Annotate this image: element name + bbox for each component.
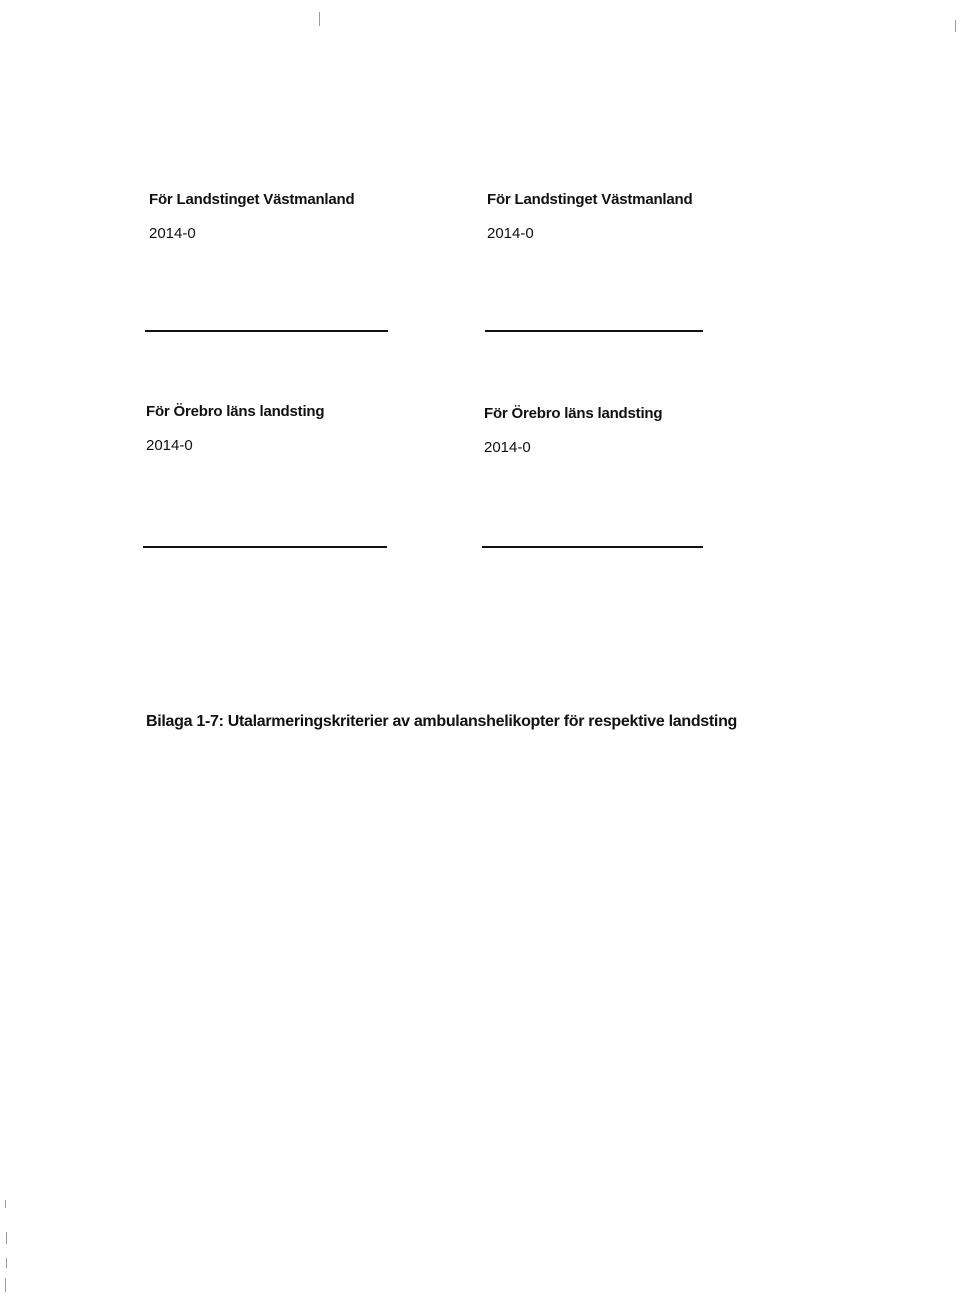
signature-block-vastmanland-left <box>149 191 354 243</box>
signature-party: För Örebro läns landsting <box>146 403 325 420</box>
signature-line <box>143 546 387 548</box>
signature-block-vastmanland-right <box>487 191 692 243</box>
signature-line <box>485 330 703 332</box>
signature-date: 2014-0 <box>149 225 196 242</box>
scan-speck <box>5 1200 6 1208</box>
scan-speck <box>6 1232 7 1244</box>
signature-line <box>482 546 703 548</box>
signature-party: För Landstinget Västmanland <box>149 191 355 208</box>
signature-line <box>145 330 388 332</box>
signature-date: 2014-0 <box>484 439 531 456</box>
signature-date: 2014-0 <box>487 225 534 242</box>
appendix-caption: Bilaga 1-7: Utalarmeringskriterier av ambulanshelikopter för respektive landsting <box>146 713 738 730</box>
scan-speck <box>319 12 320 26</box>
signature-block-orebro-left <box>146 403 324 455</box>
scan-speck <box>6 1258 7 1268</box>
scan-speck <box>955 20 956 32</box>
signature-party: För Landstinget Västmanland <box>487 191 693 208</box>
signature-date: 2014-0 <box>146 437 193 454</box>
scan-speck <box>5 1278 6 1292</box>
signature-party: För Örebro läns landsting <box>484 405 663 422</box>
signature-block-orebro-right <box>484 405 662 457</box>
